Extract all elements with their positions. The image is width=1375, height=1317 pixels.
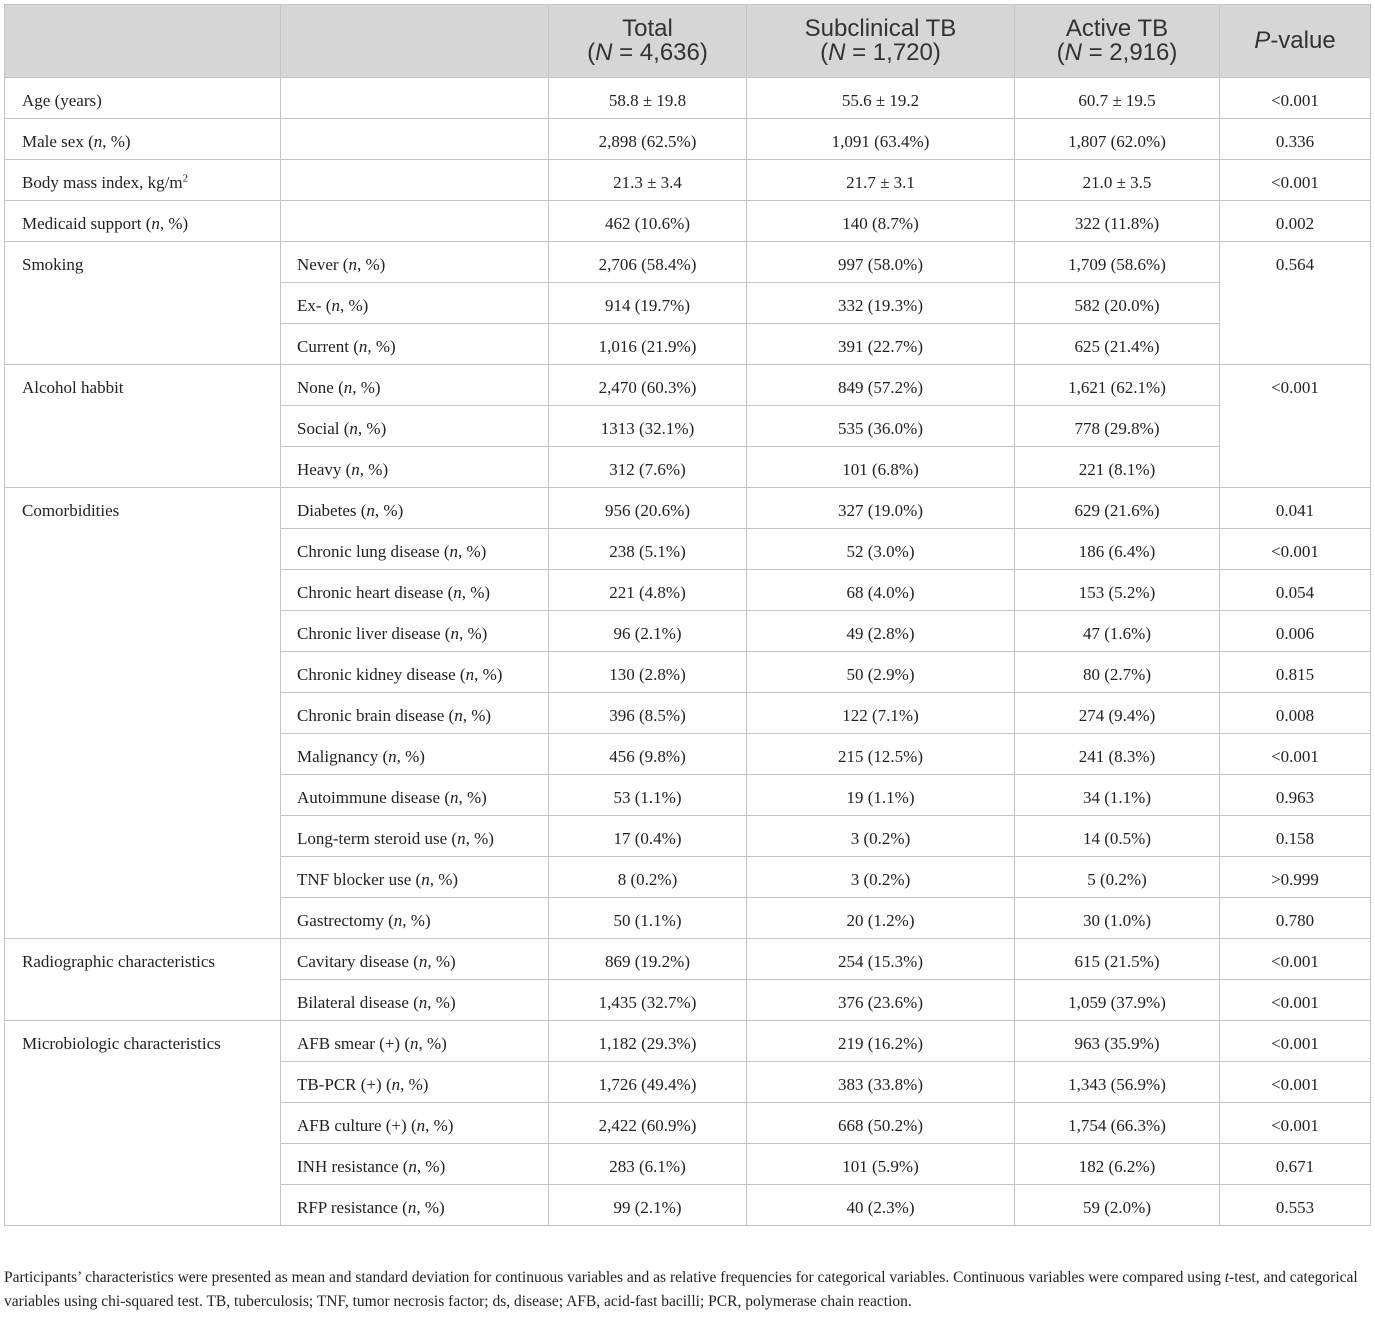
header-active: Active TB (N = 2,916): [1015, 5, 1220, 78]
cell-subclinical: 40 (2.3%): [747, 1185, 1015, 1226]
row-sublabel: Bilateral disease (n, %): [281, 980, 549, 1021]
cell-subclinical: 140 (8.7%): [747, 201, 1015, 242]
cell-pvalue: 0.006: [1220, 611, 1371, 652]
header-row: [5, 5, 1371, 78]
group-label: Alcohol habbit: [5, 365, 281, 488]
cell-pvalue: 0.002: [1220, 201, 1371, 242]
cell-total: 1,182 (29.3%): [549, 1021, 747, 1062]
unit-suffix: (n, %): [440, 788, 487, 807]
header-subclinical-n-value: = 1,720: [845, 39, 933, 66]
cell-pvalue: <0.001: [1220, 980, 1371, 1021]
unit-suffix: (n, %): [339, 419, 387, 438]
row-sublabel: Chronic lung disease (n, %): [281, 529, 549, 570]
header-total-n-value: = 4,636: [612, 39, 700, 66]
header-variable: [5, 5, 281, 78]
cell-pvalue: <0.001: [1220, 160, 1371, 201]
cell-subclinical: 68 (4.0%): [747, 570, 1015, 611]
cell-subclinical: 376 (23.6%): [747, 980, 1015, 1021]
header-pvalue-rest: -value: [1270, 27, 1336, 54]
row-sublabel: [281, 160, 549, 201]
unit-suffix: (n, %): [378, 747, 425, 766]
cell-active: 5 (0.2%): [1015, 857, 1220, 898]
cell-total: 1,726 (49.4%): [549, 1062, 747, 1103]
cell-active: 34 (1.1%): [1015, 775, 1220, 816]
row-sublabel: Chronic kidney disease (n, %): [281, 652, 549, 693]
unit-suffix: (n, %): [439, 542, 487, 561]
row-sublabel: AFB culture (+) (n, %): [281, 1103, 549, 1144]
cell-total: 456 (9.8%): [549, 734, 747, 775]
row-sublabel: Chronic liver disease (n, %): [281, 611, 549, 652]
cell-active: 1,343 (56.9%): [1015, 1062, 1220, 1103]
row-sublabel: Never (n, %): [281, 242, 549, 283]
cell-active: 153 (5.2%): [1015, 570, 1220, 611]
cell-pvalue: 0.336: [1220, 119, 1371, 160]
unit-suffix: (n, %): [381, 1075, 429, 1094]
unit-suffix: (n, %): [443, 583, 491, 602]
row-sublabel: RFP resistance (n, %): [281, 1185, 549, 1226]
header-active-n: N: [1064, 39, 1082, 66]
cell-subclinical: 101 (6.8%): [747, 447, 1015, 488]
cell-pvalue: <0.001: [1220, 1103, 1371, 1144]
unit-suffix: (n, %): [356, 501, 404, 520]
cell-subclinical: 332 (19.3%): [747, 283, 1015, 324]
cell-subclinical: 19 (1.1%): [747, 775, 1015, 816]
cell-active: 21.0 ± 3.5: [1015, 160, 1220, 201]
row-sublabel: [281, 78, 549, 119]
cell-pvalue: <0.001: [1220, 734, 1371, 775]
cell-subclinical: 997 (58.0%): [747, 242, 1015, 283]
cell-pvalue: 0.041: [1220, 488, 1371, 529]
unit-suffix: (n, %): [348, 337, 396, 356]
table-row: [5, 78, 1371, 119]
row-sublabel: Autoimmune disease (n, %): [281, 775, 549, 816]
cell-subclinical: 20 (1.2%): [747, 898, 1015, 939]
cell-pvalue: <0.001: [1220, 78, 1371, 119]
cell-total: 312 (7.6%): [549, 447, 747, 488]
row-sublabel: Diabetes (n, %): [281, 488, 549, 529]
group-label: Smoking: [5, 242, 281, 365]
cell-pvalue: <0.001: [1220, 1062, 1371, 1103]
cell-active: 14 (0.5%): [1015, 816, 1220, 857]
cell-pvalue: 0.815: [1220, 652, 1371, 693]
group-label: Microbiologic characteristics: [5, 1021, 281, 1226]
cell-active: 241 (8.3%): [1015, 734, 1220, 775]
cell-subclinical: 1,091 (63.4%): [747, 119, 1015, 160]
cell-total: 17 (0.4%): [549, 816, 747, 857]
cell-active: 625 (21.4%): [1015, 324, 1220, 365]
cell-subclinical: 3 (0.2%): [747, 816, 1015, 857]
unit-suffix: (n, %): [408, 952, 456, 971]
table-row: [5, 365, 1371, 406]
cell-total: 58.8 ± 19.8: [549, 78, 747, 119]
row-sublabel: Chronic brain disease (n, %): [281, 693, 549, 734]
cell-pvalue: 0.671: [1220, 1144, 1371, 1185]
header-total-title: Total: [622, 15, 673, 42]
cell-active: 1,807 (62.0%): [1015, 119, 1220, 160]
cell-total: 283 (6.1%): [549, 1144, 747, 1185]
cell-total: 96 (2.1%): [549, 611, 747, 652]
unit-suffix: (n, %): [141, 214, 189, 233]
table-row: [5, 1021, 1371, 1062]
cell-active: 47 (1.6%): [1015, 611, 1220, 652]
unit-suffix: (n, %): [400, 1034, 447, 1053]
cell-pvalue: 0.008: [1220, 693, 1371, 734]
cell-pvalue: 0.054: [1220, 570, 1371, 611]
cell-active: 778 (29.8%): [1015, 406, 1220, 447]
cell-active: 582 (20.0%): [1015, 283, 1220, 324]
table-row: [5, 119, 1371, 160]
row-sublabel: [281, 201, 549, 242]
cell-pvalue: 0.553: [1220, 1185, 1371, 1226]
unit-suffix: (n, %): [406, 1116, 454, 1135]
unit-suffix: (n, %): [408, 993, 456, 1012]
cell-total: 21.3 ± 3.4: [549, 160, 747, 201]
cell-total: 396 (8.5%): [549, 693, 747, 734]
unit-suffix: (n, %): [83, 132, 131, 151]
row-sublabel: Chronic heart disease (n, %): [281, 570, 549, 611]
row-label: Male sex (n, %): [5, 119, 281, 160]
header-total-n: N: [595, 39, 613, 66]
cell-subclinical: 391 (22.7%): [747, 324, 1015, 365]
row-sublabel: Ex- (n, %): [281, 283, 549, 324]
cell-active: 963 (35.9%): [1015, 1021, 1220, 1062]
header-subclinical: Subclinical TB (N = 1,720): [747, 5, 1015, 78]
unit-suffix: (n, %): [447, 829, 494, 848]
header-pvalue-p: P: [1254, 27, 1271, 54]
unit-suffix: (n, %): [321, 296, 369, 315]
cell-total: 1,016 (21.9%): [549, 324, 747, 365]
header-total: Total (N = 4,636): [549, 5, 747, 78]
cell-total: 956 (20.6%): [549, 488, 747, 529]
unit-suffix: (n, %): [444, 706, 492, 725]
cell-total: 914 (19.7%): [549, 283, 747, 324]
cell-pvalue: <0.001: [1220, 365, 1371, 488]
row-sublabel: Current (n, %): [281, 324, 549, 365]
unit-suffix: (n, %): [398, 1157, 446, 1176]
cell-active: 59 (2.0%): [1015, 1185, 1220, 1226]
cell-subclinical: 219 (16.2%): [747, 1021, 1015, 1062]
cell-active: 80 (2.7%): [1015, 652, 1220, 693]
cell-active: 30 (1.0%): [1015, 898, 1220, 939]
unit-suffix: (n, %): [333, 378, 381, 397]
cell-total: 238 (5.1%): [549, 529, 747, 570]
cell-active: 60.7 ± 19.5: [1015, 78, 1220, 119]
group-label: Radiographic characteristics: [5, 939, 281, 1021]
row-sublabel: Long-term steroid use (n, %): [281, 816, 549, 857]
cell-subclinical: 52 (3.0%): [747, 529, 1015, 570]
row-label: Medicaid support (n, %): [5, 201, 281, 242]
unit-suffix: (n, %): [440, 624, 488, 643]
characteristics-table: [4, 4, 1371, 1226]
cell-active: 182 (6.2%): [1015, 1144, 1220, 1185]
table-row: [5, 160, 1371, 201]
cell-active: 615 (21.5%): [1015, 939, 1220, 980]
cell-total: 221 (4.8%): [549, 570, 747, 611]
table-row: [5, 488, 1371, 529]
cell-pvalue: <0.001: [1220, 1021, 1371, 1062]
header-active-title: Active TB: [1065, 15, 1169, 42]
row-sublabel: Heavy (n, %): [281, 447, 549, 488]
cell-total: 2,422 (60.9%): [549, 1103, 747, 1144]
unit-suffix: (n, %): [411, 870, 459, 889]
header-pvalue: [1220, 5, 1371, 78]
unit-suffix: (n, %): [341, 460, 389, 479]
cell-total: 130 (2.8%): [549, 652, 747, 693]
cell-active: 1,709 (58.6%): [1015, 242, 1220, 283]
row-sublabel: INH resistance (n, %): [281, 1144, 549, 1185]
group-label: Comorbidities: [5, 488, 281, 939]
row-sublabel: Malignancy (n, %): [281, 734, 549, 775]
table-row: [5, 201, 1371, 242]
cell-active: 1,754 (66.3%): [1015, 1103, 1220, 1144]
cell-subclinical: 254 (15.3%): [747, 939, 1015, 980]
row-sublabel: TB-PCR (+) (n, %): [281, 1062, 549, 1103]
cell-subclinical: 101 (5.9%): [747, 1144, 1015, 1185]
cell-pvalue: 0.158: [1220, 816, 1371, 857]
header-subclinical-title: Subclinical TB: [804, 15, 957, 42]
row-label: Body mass index, $kg/m^2$: [5, 160, 281, 201]
cell-subclinical: 535 (36.0%): [747, 406, 1015, 447]
row-sublabel: TNF blocker use (n, %): [281, 857, 549, 898]
cell-subclinical: 215 (12.5%): [747, 734, 1015, 775]
cell-pvalue: 0.963: [1220, 775, 1371, 816]
cell-pvalue: 0.780: [1220, 898, 1371, 939]
cell-total: 1313 (32.1%): [549, 406, 747, 447]
table-row: [5, 242, 1371, 283]
table-footnote: Participants’ characteristics were presented as mean and standard deviation for continuous variables and as relative frequencies for categorical variables. Continuous variables were compared using t-test, and categorical variables using chi-squared test. TB, tuberculosis; TNF, tumor necrosis factor; ds, disease; AFB, acid-fast bacilli; PCR, polymerase chain reaction.: [4, 1269, 1358, 1310]
cell-total: 99 (2.1%): [549, 1185, 747, 1226]
row-sublabel: Cavitary disease (n, %): [281, 939, 549, 980]
cell-active: 186 (6.4%): [1015, 529, 1220, 570]
cell-pvalue: 0.564: [1220, 242, 1371, 365]
cell-total: 8 (0.2%): [549, 857, 747, 898]
cell-subclinical: 21.7 ± 3.1: [747, 160, 1015, 201]
cell-subclinical: 849 (57.2%): [747, 365, 1015, 406]
cell-pvalue: <0.001: [1220, 529, 1371, 570]
cell-total: 2,898 (62.5%): [549, 119, 747, 160]
cell-pvalue: >0.999: [1220, 857, 1371, 898]
cell-active: 274 (9.4%): [1015, 693, 1220, 734]
row-sublabel: None (n, %): [281, 365, 549, 406]
cell-active: 322 (11.8%): [1015, 201, 1220, 242]
table-row: [5, 939, 1371, 980]
header-subcategory: [281, 5, 549, 78]
cell-total: 869 (19.2%): [549, 939, 747, 980]
unit-suffix: (n, %): [338, 255, 386, 274]
cell-total: 1,435 (32.7%): [549, 980, 747, 1021]
cell-total: 2,706 (58.4%): [549, 242, 747, 283]
cell-subclinical: 55.6 ± 19.2: [747, 78, 1015, 119]
cell-subclinical: 50 (2.9%): [747, 652, 1015, 693]
cell-subclinical: 49 (2.8%): [747, 611, 1015, 652]
cell-total: 2,470 (60.3%): [549, 365, 747, 406]
cell-total: 462 (10.6%): [549, 201, 747, 242]
cell-subclinical: 383 (33.8%): [747, 1062, 1015, 1103]
cell-subclinical: 668 (50.2%): [747, 1103, 1015, 1144]
row-sublabel: Social (n, %): [281, 406, 549, 447]
cell-total: 53 (1.1%): [549, 775, 747, 816]
cell-subclinical: 122 (7.1%): [747, 693, 1015, 734]
unit-suffix: (n, %): [383, 911, 431, 930]
cell-subclinical: 3 (0.2%): [747, 857, 1015, 898]
header-subclinical-n: N: [828, 39, 846, 66]
cell-pvalue: <0.001: [1220, 939, 1371, 980]
row-sublabel: AFB smear (+) (n, %): [281, 1021, 549, 1062]
cell-active: 1,059 (37.9%): [1015, 980, 1220, 1021]
cell-active: 221 (8.1%): [1015, 447, 1220, 488]
unit-suffix: (n, %): [397, 1198, 445, 1217]
row-sublabel: Gastrectomy (n, %): [281, 898, 549, 939]
cell-subclinical: 327 (19.0%): [747, 488, 1015, 529]
row-label: Age (years): [5, 78, 281, 119]
header-active-n-value: = 2,916: [1081, 39, 1170, 66]
row-sublabel: [281, 119, 549, 160]
cell-total: 50 (1.1%): [549, 898, 747, 939]
cell-active: 1,621 (62.1%): [1015, 365, 1220, 406]
cell-active: 629 (21.6%): [1015, 488, 1220, 529]
unit-suffix: (n, %): [455, 665, 503, 684]
